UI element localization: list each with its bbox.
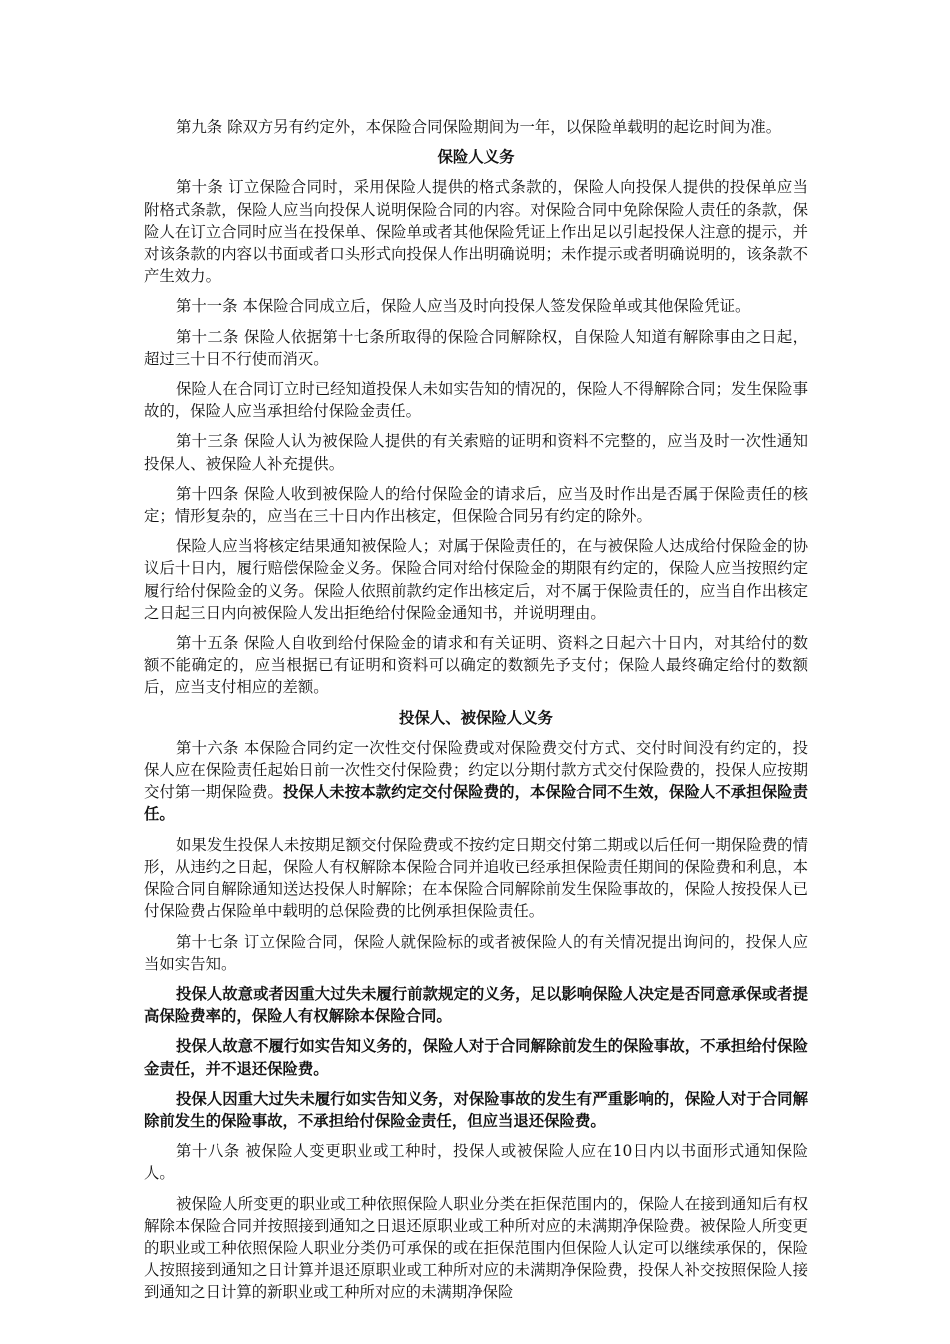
article-15: 第十五条 保险人自收到给付保险金的请求和有关证明、资料之日起六十日内，对其给付的数额不能确定的，应当根据已有证明和资料可以确定的数额先予支付；保险人最终确定给付的数额后，应当支付相应的差额。 bbox=[144, 634, 808, 697]
article-12-paragraph-2: 保险人在合同订立时已经知道投保人未如实告知的情况的，保险人不得解除合同；发生保险事故的，保险人应当承担给付保险金责任。 bbox=[144, 380, 808, 421]
article-17-paragraph-3: 投保人故意不履行如实告知义务的，保险人对于合同解除前发生的保险事故，不承担给付保险金责任，并不退还保险费。 bbox=[144, 1037, 808, 1078]
document-page bbox=[144, 116, 808, 1312]
article-14-paragraph-2: 保险人应当将核定结果通知被保险人；对属于保险责任的，在与被保险人达成给付保险金的协议后十日内，履行赔偿保险金义务。保险合同对给付保险金的期限有约定的，保险人应当按照约定履行给付保险金的义务。保险人依照前款约定作出核定后，对不属于保险责任的，应当自作出核定之日起三日内向被保险人发出拒绝给付保险金通知书，并说明理由。 bbox=[144, 537, 808, 622]
article-10: 第十条 订立保险合同时，采用保险人提供的格式条款的，保险人向投保人提供的投保单应当附格式条款，保险人应当向投保人说明保险合同的内容。对保险合同中免除保险人责任的条款，保险人在订立合同时应当在投保单、保险单或者其他保险凭证上作出足以引起投保人注意的提示，并对该条款的内容以书面或者口头形式向投保人作出明确说明；未作提示或者明确说明的，该条款不产生效力。 bbox=[144, 178, 808, 286]
article-16-text: 第十六条 本保险合同约定一次性交付保险费或对保险费交付方式、交付时间没有约定的，投保人应在保险责任起始日前一次性交付保险费；约定以分期付款方式交付保险费的，投保人应按期交付第一期保险费。 bbox=[144, 738, 808, 802]
article-11: 第十一条 本保险合同成立后，保险人应当及时向投保人签发保险单或其他保险凭证。 bbox=[176, 297, 751, 316]
article-12: 第十二条 保险人依据第十七条所取得的保险合同解除权，自保险人知道有解除事由之日起，超过三十日不行使而消灭。 bbox=[144, 327, 808, 368]
article-17-paragraph-2: 投保人故意或者因重大过失未履行前款规定的义务，足以影响保险人决定是否同意承保或者提高保险费率的，保险人有权解除本保险合同。 bbox=[144, 984, 808, 1026]
section-heading-insurer-obligations: 保险人义务 bbox=[437, 148, 515, 167]
article-14: 第十四条 保险人收到被保险人的给付保险金的请求后，应当及时作出是否属于保险责任的核定；情形复杂的，应当在三十日内作出核定，但保险合同另有约定的除外。 bbox=[144, 484, 808, 526]
article-17-paragraph-4: 投保人因重大过失未履行如实告知义务，对保险事故的发生有严重影响的，保险人对于合同解除前发生的保险事故，不承担给付保险金责任，但应当退还保险费。 bbox=[144, 1089, 808, 1130]
section-heading-policyholder-obligations: 投保人、被保险人义务 bbox=[399, 708, 553, 727]
article-16-paragraph-2: 如果发生投保人未按期足额交付保险费或不按约定日期交付第二期或以后任何一期保险费的情形，从违约之日起，保险人有权解除本保险合同并追收已经承担保险责任期间的保险费和利息，本保险合同自解除通知送达投保人时解除；在本保险合同解除前发生保险事故的，保险人按投保人已付保险费占保险单中载明的总保险费的比例承担保险责任。 bbox=[144, 835, 808, 921]
article-17: 第十七条 订立保险合同，保险人就保险标的或者被保险人的有关情况提出询问的，投保人应当如实告知。 bbox=[144, 932, 808, 973]
article-18-paragraph-2: 被保险人所变更的职业或工种依照保险人职业分类在拒保范围内的，保险人在接到通知后有权解除本保险合同并按照接到通知之日退还原职业或工种所对应的未满期净保险费。被保险人所变更的职业或工种依照保险人职业分类仍可承保的或在拒保范围内但保险人认定可以继续承保的，保险人按照接到通知之日计算并退还原职业或工种所对应的未满期净保险费，投保人补交按照保险人接到通知之日计算的新职业或工种所对应的未满期净保险 bbox=[144, 1194, 808, 1302]
article-9: 第九条 除双方另有约定外，本保险合同保险期间为一年，以保险单载明的起讫时间为准。 bbox=[176, 118, 782, 136]
article-13: 第十三条 保险人认为被保险人提供的有关索赔的证明和资料不完整的，应当及时一次性通知投保人、被保险人补充提供。 bbox=[144, 432, 808, 473]
article-16 bbox=[144, 737, 808, 826]
article-18: 第十八条 被保险人变更职业或工种时，投保人或被保险人应在10日内以书面形式通知保险人。 bbox=[144, 1142, 808, 1183]
article-16-bold-clause: 投保人未按本款约定交付保险费的，本保险合同不生效，保险人不承担保险责任。 bbox=[144, 783, 808, 824]
